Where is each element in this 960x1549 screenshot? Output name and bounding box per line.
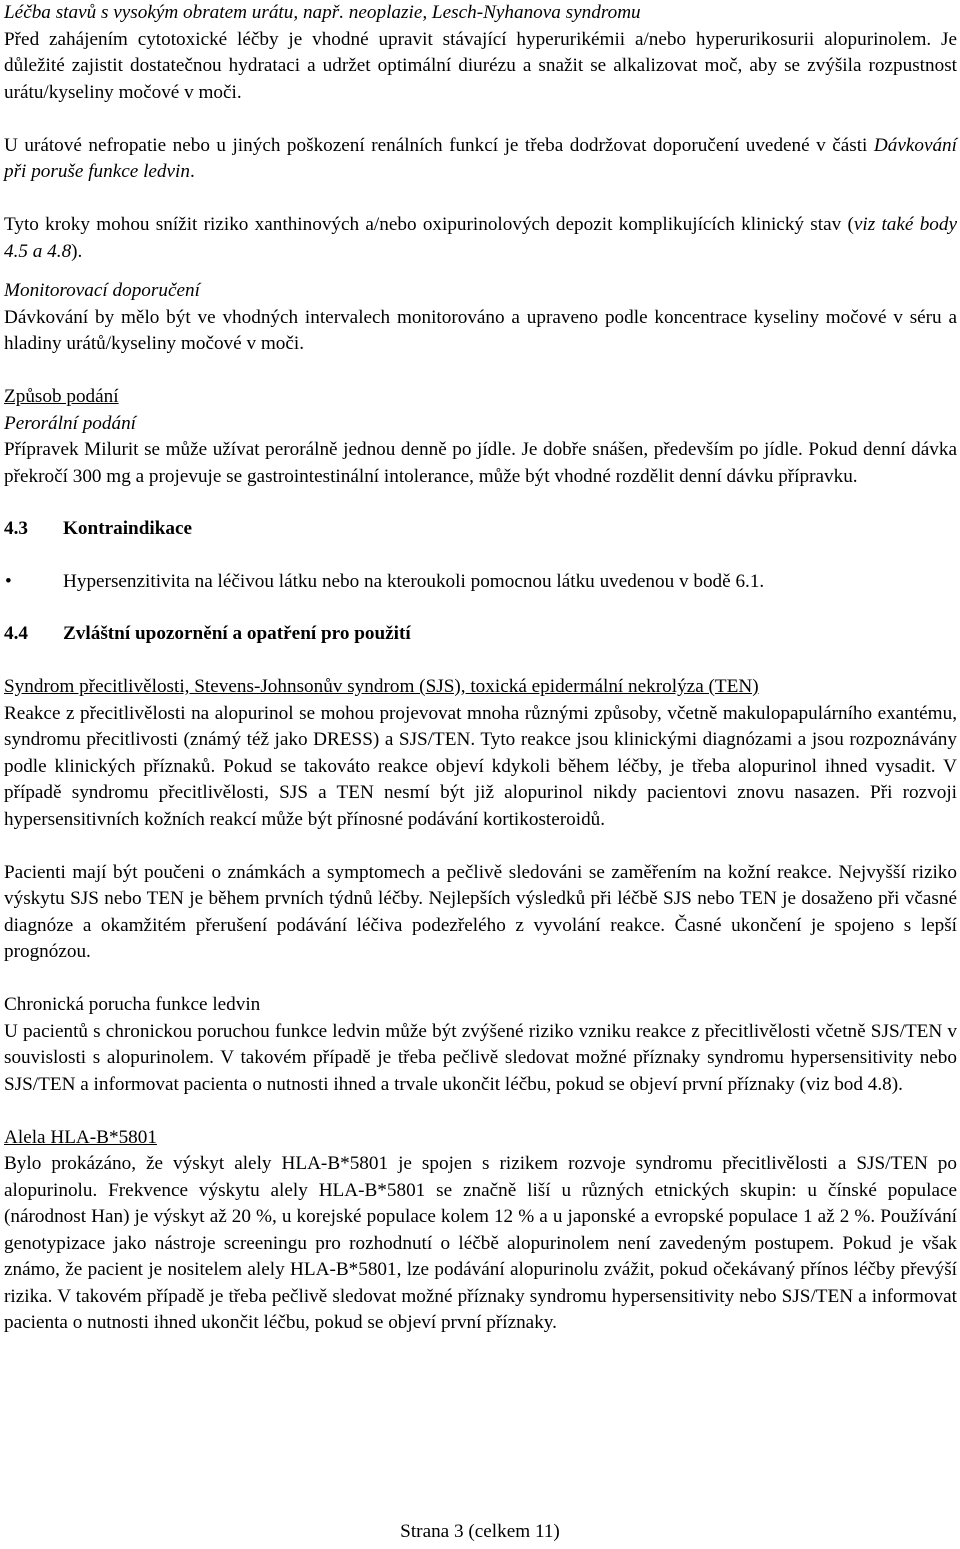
renal-reference: Dávkování při poruše funkce ledvin <box>4 134 957 182</box>
section-4-3-heading <box>4 516 957 543</box>
contraindication-bullet <box>4 569 957 596</box>
section-number: 4.4 <box>4 623 28 644</box>
ckd-heading: Chronická porucha funkce ledvin <box>4 994 261 1015</box>
administration-subheading: Perorální podání <box>4 412 136 434</box>
bullet-icon: • <box>5 570 12 592</box>
section-number: 4.3 <box>4 518 28 539</box>
deposits-text: Tyto kroky mohou snížit riziko xanthinových a/nebo oxipurinolových depozit komplikujících klinický stav ( <box>4 214 854 235</box>
administration-paragraph: Přípravek Milurit se může užívat perorálně jednou denně po jídle. Je dobře snášen, především po jídle. Pokud denní dávka překročí 300 mg a projevuje se gastrointestinální intolerance, může být vhodné rozdělit denní dávku přípravku. <box>4 439 957 487</box>
document-page <box>4 0 957 1337</box>
cytotoxic-paragraph: Před zahájením cytotoxické léčby je vhodné upravit stávající hyperurikémii a/nebo hyperurikosurii alopurinolem. Je důležité zajistit dostatečnou hydrataci a udržet optimální diurézu a snažit se alkalizovat moč, aby se zvýšila rozpustnost urátu/kyseliny močové v moči. <box>4 28 957 103</box>
deposits-reference: viz také body 4.5 a 4.8 <box>4 214 957 262</box>
renal-paragraph: U urátové nefropatie nebo u jiných poškození renálních funkcí je třeba dodržovat doporučení uvedené v části Dávkování při poruše funkce ledvin. <box>4 134 957 182</box>
section-title: Zvláštní upozornění a opatření pro použití <box>63 623 411 644</box>
renal-text: U urátové nefropatie nebo u jiných poškození renálních funkcí je třeba dodržovat doporučení uvedené v části <box>4 134 874 156</box>
administration-heading: Způsob podání <box>4 386 119 407</box>
monitoring-paragraph: Dávkování by mělo být ve vhodných intervalech monitorováno a upraveno podle koncentrace kyseliny močové v séru a hladiny urátů/kyseliny močové v moči. <box>4 306 957 354</box>
sjs-heading: Syndrom přecitlivělosti, Stevens-Johnsonův syndrom (SJS), toxická epidermální nekrolýza (TEN) <box>4 676 759 697</box>
section-title: Kontraindikace <box>63 518 192 539</box>
sjs-paragraph-2: Pacienti mají být poučeni o známkách a symptomech a pečlivě sledováni se zaměřením na kožní reakce. Nejvyšší riziko výskytu SJS nebo TEN je během prvních týdnů léčby. Nejlepších výsledků při léčbě SJS nebo TEN je dosaženo při včasné diagnóze a okamžitém přerušení podávání léčiva podezřelého z vyvolání reakce. Časné ukončení je spojeno s lepší prognózou. <box>4 861 957 962</box>
sjs-paragraph-1: Reakce z přecitlivělosti na alopurinol se mohou projevovat mnoha různými způsoby, včetně makulopapulárního exantému, syndromu přecitlivosti (známý též jako DRESS) a SJS/TEN. Tyto reakce jsou klinickými diagnózami a jsou rozpoznávány podle klinických příznaků. Pokud se takováto reakce objeví kdykoli během léčby, je třeba alopurinol ihned vysadit. V případě syndromu přecitlivělosti, SJS a TEN nesmí být již alopurinol nikdy pacientovi znovu nasazen. Při rozvoji hypersensitivních kožních reakcí může být přínosné podávání kortikosteroidů. <box>4 702 957 830</box>
ckd-paragraph: U pacientů s chronickou poruchou funkce ledvin může být zvýšené riziko vzniku reakce z přecitlivělosti včetně SJS/TEN v souvislosti s alopurinolem. V takovém případě je třeba pečlivě sledovat možné příznaky syndromu hypersensitivity nebo SJS/TEN a informovat pacienta o nutnosti ihned a trvale ukončit léčbu, pokud se objeví první příznaky (viz bod 4.8). <box>4 1020 957 1095</box>
section-4-4-heading <box>4 621 957 648</box>
page-footer: Strana 3 (celkem 11) <box>400 1521 560 1542</box>
monitoring-heading: Monitorovací doporučení <box>4 280 200 301</box>
bullet-text: Hypersenzitivita na léčivou látku nebo na kteroukoli pomocnou látku uvedenou v bodě 6.1. <box>63 570 765 592</box>
hla-paragraph: Bylo prokázáno, že výskyt alely HLA-B*5801 je spojen s rizikem rozvoje syndromu přecitlivělosti a SJS/TEN po alopurinolu. Frekvence výskytu alely HLA-B*5801 se značně liší u různých etnických skupin: u čínské populace (národnost Han) je výskyt až 20 %, u korejské populace kolem 12 % a u japonské a evropské populace 1 až 2 %. Používání genotypizace jako nástroje screeningu pro rozhodnutí o léčbě alopurinolem není zavedeným postupem. Pokud je však známo, že pacient je nositelem alely HLA-B*5801, lze podávání alopurinolu zvážit, pokud očekávaný přínos léčby převýší rizika. V takovém případě je třeba pečlivě sledovat možné příznaky syndromu hypersensitivity nebo SJS/TEN a informovat pacienta o nutnosti ihned ukončit léčbu, pokud se objeví první příznaky. <box>4 1153 957 1333</box>
deposits-paragraph: Tyto kroky mohou snížit riziko xanthinových a/nebo oxipurinolových depozit komplikujících klinický stav (viz také body 4.5 a 4.8). <box>4 214 957 262</box>
high-urate-turnover-heading: Léčba stavů s vysokým obratem urátu, např. neoplazie, Lesch-Nyhanova syndromu <box>4 2 641 23</box>
hla-heading: Alela HLA-B*5801 <box>4 1126 157 1148</box>
